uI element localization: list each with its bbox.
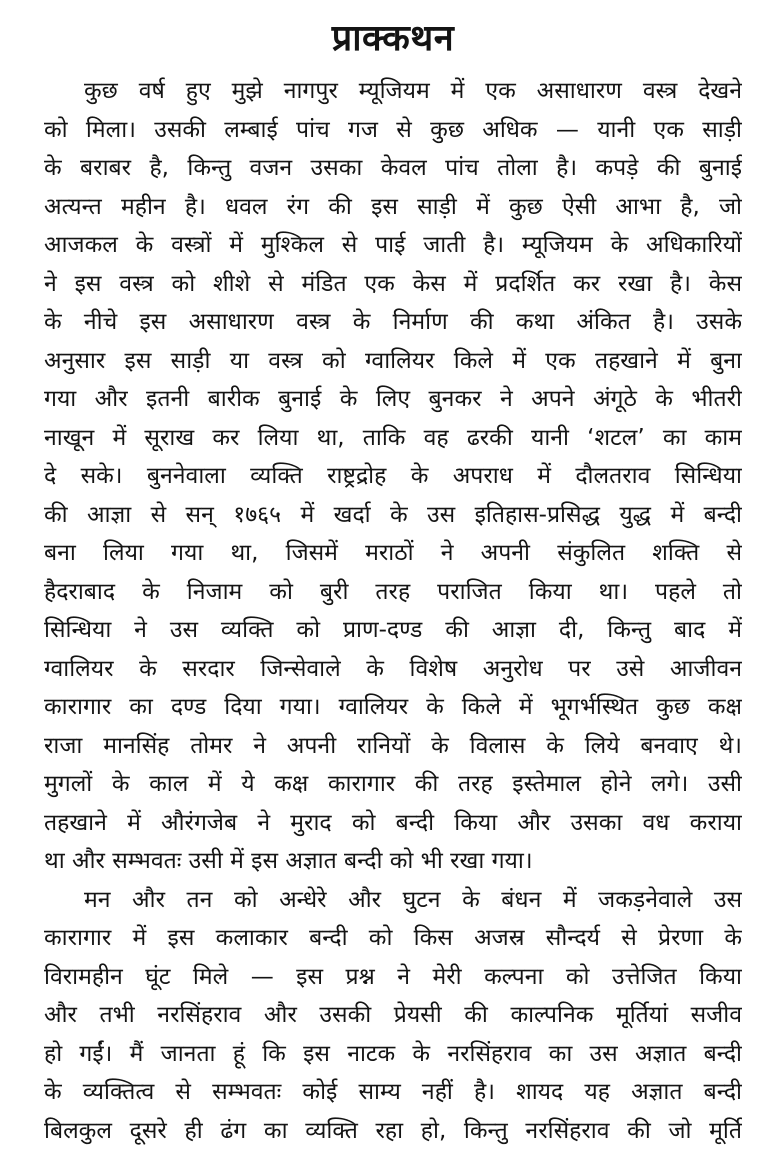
text-line: था और सम्भवतः उसी में इस अज्ञात बन्दी को भी रखा गया।	[44, 842, 742, 881]
page-title: प्राक्कथन	[44, 12, 742, 66]
text-line: आजकल के वस्त्रों में मुश्किल से पाई जाती है। म्यूजियम के अधिकारियों	[44, 226, 742, 265]
text-line: राजा मानसिंह तोमर ने अपनी रानियों के विलास के लिये बनवाए थे।	[44, 727, 742, 766]
text-line: ने इस वस्त्र को शीशे से मंडित एक केस में प्रदर्शित कर रखा है। केस	[44, 265, 742, 304]
text-line: नाखून में सूराख कर लिया था, ताकि वह ढरकी यानी ‘शटल’ का काम	[44, 419, 742, 458]
text-line: बना लिया गया था, जिसमें मराठों ने अपनी संकुलित शक्ति से	[44, 534, 742, 573]
text-line: मन और तन को अन्धेरे और घुटन के बंधन में जकड़नेवाले उस	[44, 881, 742, 920]
body-text	[44, 72, 742, 1150]
text-line: हैदराबाद के निजाम को बुरी तरह पराजित किया था। पहले तो	[44, 573, 742, 612]
text-line: अत्यन्त महीन है। धवल रंग की इस साड़ी में कुछ ऐसी आभा है, जो	[44, 188, 742, 227]
text-line: कारागार में इस कलाकार बन्दी को किस अजस्र सौन्दर्य से प्रेरणा के	[44, 919, 742, 958]
text-line: हो गईं। मैं जानता हूं कि इस नाटक के नरसिंहराव का उस अज्ञात बन्दी	[44, 1035, 742, 1074]
text-line: दे सके। बुननेवाला व्यक्ति राष्ट्रद्रोह के अपराध में दौलतराव सिन्धिया	[44, 457, 742, 496]
text-line: ग्वालियर के सरदार जिन्सेवाले के विशेष अनुरोध पर उसे आजीवन	[44, 650, 742, 689]
text-line: की आज्ञा से सन् १७६५ में खर्दा के उस इतिहास-प्रसिद्ध युद्ध में बन्दी	[44, 496, 742, 535]
text-line: मुगलों के काल में ये कक्ष कारागार की तरह इस्तेमाल होने लगे। उसी	[44, 765, 742, 804]
text-line: बिलकुल दूसरे ही ढंग का व्यक्ति रहा हो, किन्तु नरसिंहराव की जो मूर्ति	[44, 1112, 742, 1150]
text-line: कुछ वर्ष हुए मुझे नागपुर म्यूजियम में एक असाधारण वस्त्र देखने	[44, 72, 742, 111]
text-line: विरामहीन घूंट मिले — इस प्रश्न ने मेरी कल्पना को उत्तेजित किया	[44, 958, 742, 997]
text-line: के बराबर है, किन्तु वजन उसका केवल पांच तोला है। कपड़े की बुनाई	[44, 149, 742, 188]
text-line: के नीचे इस असाधारण वस्त्र के निर्माण की कथा अंकित है। उसके	[44, 303, 742, 342]
text-line: और तभी नरसिंहराव और उसकी प्रेयसी की काल्पनिक मूर्तियां सजीव	[44, 996, 742, 1035]
text-line: अनुसार इस साड़ी या वस्त्र को ग्वालियर किले में एक तहखाने में बुना	[44, 342, 742, 381]
text-line: तहखाने में औरंगजेब ने मुराद को बन्दी किया और उसका वध कराया	[44, 804, 742, 843]
text-line: के व्यक्तित्व से सम्भवतः कोई साम्य नहीं है। शायद यह अज्ञात बन्दी	[44, 1073, 742, 1112]
text-line: को मिला। उसकी लम्बाई पांच गज से कुछ अधिक — यानी एक साड़ी	[44, 111, 742, 150]
text-line: गया और इतनी बारीक बुनाई के लिए बुनकर ने अपने अंगूठे के भीतरी	[44, 380, 742, 419]
text-line: सिन्धिया ने उस व्यक्ति को प्राण-दण्ड की आज्ञा दी, किन्तु बाद में	[44, 611, 742, 650]
text-line: कारागार का दण्ड दिया गया। ग्वालियर के किले में भूगर्भस्थित कुछ कक्ष	[44, 688, 742, 727]
